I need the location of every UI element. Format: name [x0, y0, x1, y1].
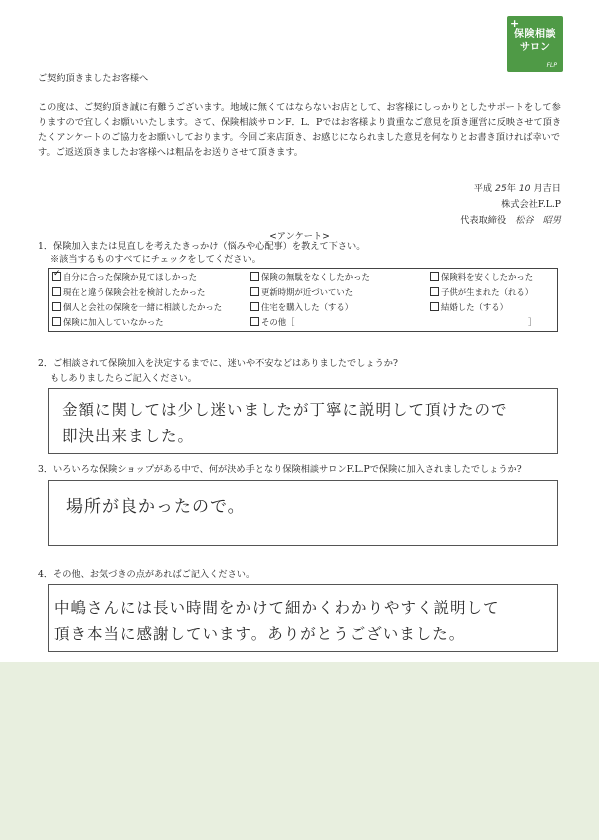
checkbox[interactable]: [52, 317, 61, 326]
q1-option[interactable]: 保険に加入していなかった: [52, 317, 164, 328]
representative-name: 松谷 昭男: [515, 215, 561, 226]
q2-handwritten-line2: 即決出来ました。: [62, 427, 195, 445]
q1-option[interactable]: 現在と違う保険会社を検討したかった: [52, 287, 205, 298]
q2-note: もしありましたらご記入ください。: [50, 373, 197, 384]
survey-heading: <アンケート>: [269, 231, 330, 242]
checkbox[interactable]: [430, 287, 439, 296]
checkbox[interactable]: [250, 272, 259, 281]
q1-option[interactable]: 子供が生まれた（れる）: [430, 287, 533, 298]
q1-option[interactable]: 個人と会社の保険を一緒に相談したかった: [52, 302, 222, 313]
issue-date: 平成 25年 10 月吉日: [473, 183, 561, 194]
representative: 代表取締役 松谷 昭男: [460, 215, 561, 226]
q1-option[interactable]: 保険の無駄をなくしたかった: [250, 272, 370, 283]
q1-other-close-bracket: ］: [528, 317, 537, 327]
checkbox[interactable]: [250, 287, 259, 296]
q1-title: 1．保険加入または見直しを考えたきっかけ（悩みや心配事）を教えて下さい。: [38, 241, 366, 252]
checkbox[interactable]: [430, 302, 439, 311]
q1-option[interactable]: 住宅を購入した（する）: [250, 302, 353, 313]
q3-title: 3．いろいろな保険ショップがある中で、何が決め手となり保険相談サロンF.L.Pで保険に加入されましたでしょうか?: [38, 464, 522, 475]
checkbox[interactable]: [52, 302, 61, 311]
q4-handwritten-line2: 頂き本当に感謝しています。ありがとうございました。: [54, 625, 466, 643]
checkbox[interactable]: [430, 272, 439, 281]
q3-handwritten-line1: 場所が良かったので。: [66, 497, 246, 517]
page-background-footer: [0, 662, 599, 840]
q4-title: 4．その他、お気づきの点があればご記入ください。: [38, 569, 256, 580]
q2-title: 2．ご相談されて保険加入を決定するまでに、迷いや不安などはありましたでしょうか?: [38, 358, 398, 369]
handwritten-month: 10: [518, 183, 531, 194]
checkbox[interactable]: [250, 317, 259, 326]
handwritten-year: 25: [495, 183, 507, 194]
brand-logo: + 保険相談 サロン FLP: [507, 16, 563, 72]
q1-option[interactable]: 更新時期が近づいていた: [250, 287, 353, 298]
intro-paragraph: この度は、ご契約頂き誠に有難うございます。地域に無くてはならないお店として、お客様にしっかりとしたサポートをして参りますので宜しくお願いいたします。さて、保険相談サロンF．L．Pではお客様より貴重なご意見を頂き運営に反映させて頂きたくアンケートのご協力をお願いしております。今回ご来店頂き、お感じになられました意見を何なりとお書き頂ければ幸いです。ご返送頂きましたお客様へは粗品をお送りさせて頂きます。: [38, 102, 562, 158]
q2-handwritten-line1: 金額に関しては少し迷いましたが丁寧に説明して頂けたので: [62, 401, 508, 419]
q1-option-other[interactable]: その他［: [250, 317, 295, 328]
salutation: ご契約頂きましたお客様へ: [38, 73, 149, 84]
q1-option[interactable]: 保険料を安くしたかった: [430, 272, 533, 283]
q4-handwritten-line1: 中嶋さんには長い時間をかけて細かくわかりやすく説明して: [54, 599, 500, 617]
company-name: 株式会社F.L.P: [501, 199, 561, 210]
checkbox[interactable]: [250, 302, 259, 311]
q1-option[interactable]: ✓自分に合った保険か見てほしかった: [52, 272, 197, 283]
checkbox-checked[interactable]: [52, 272, 61, 281]
checkbox[interactable]: [52, 287, 61, 296]
q1-option[interactable]: 結婚した（する）: [430, 302, 508, 313]
q1-note: ※該当するものすべてにチェックをしてください。: [50, 254, 261, 265]
